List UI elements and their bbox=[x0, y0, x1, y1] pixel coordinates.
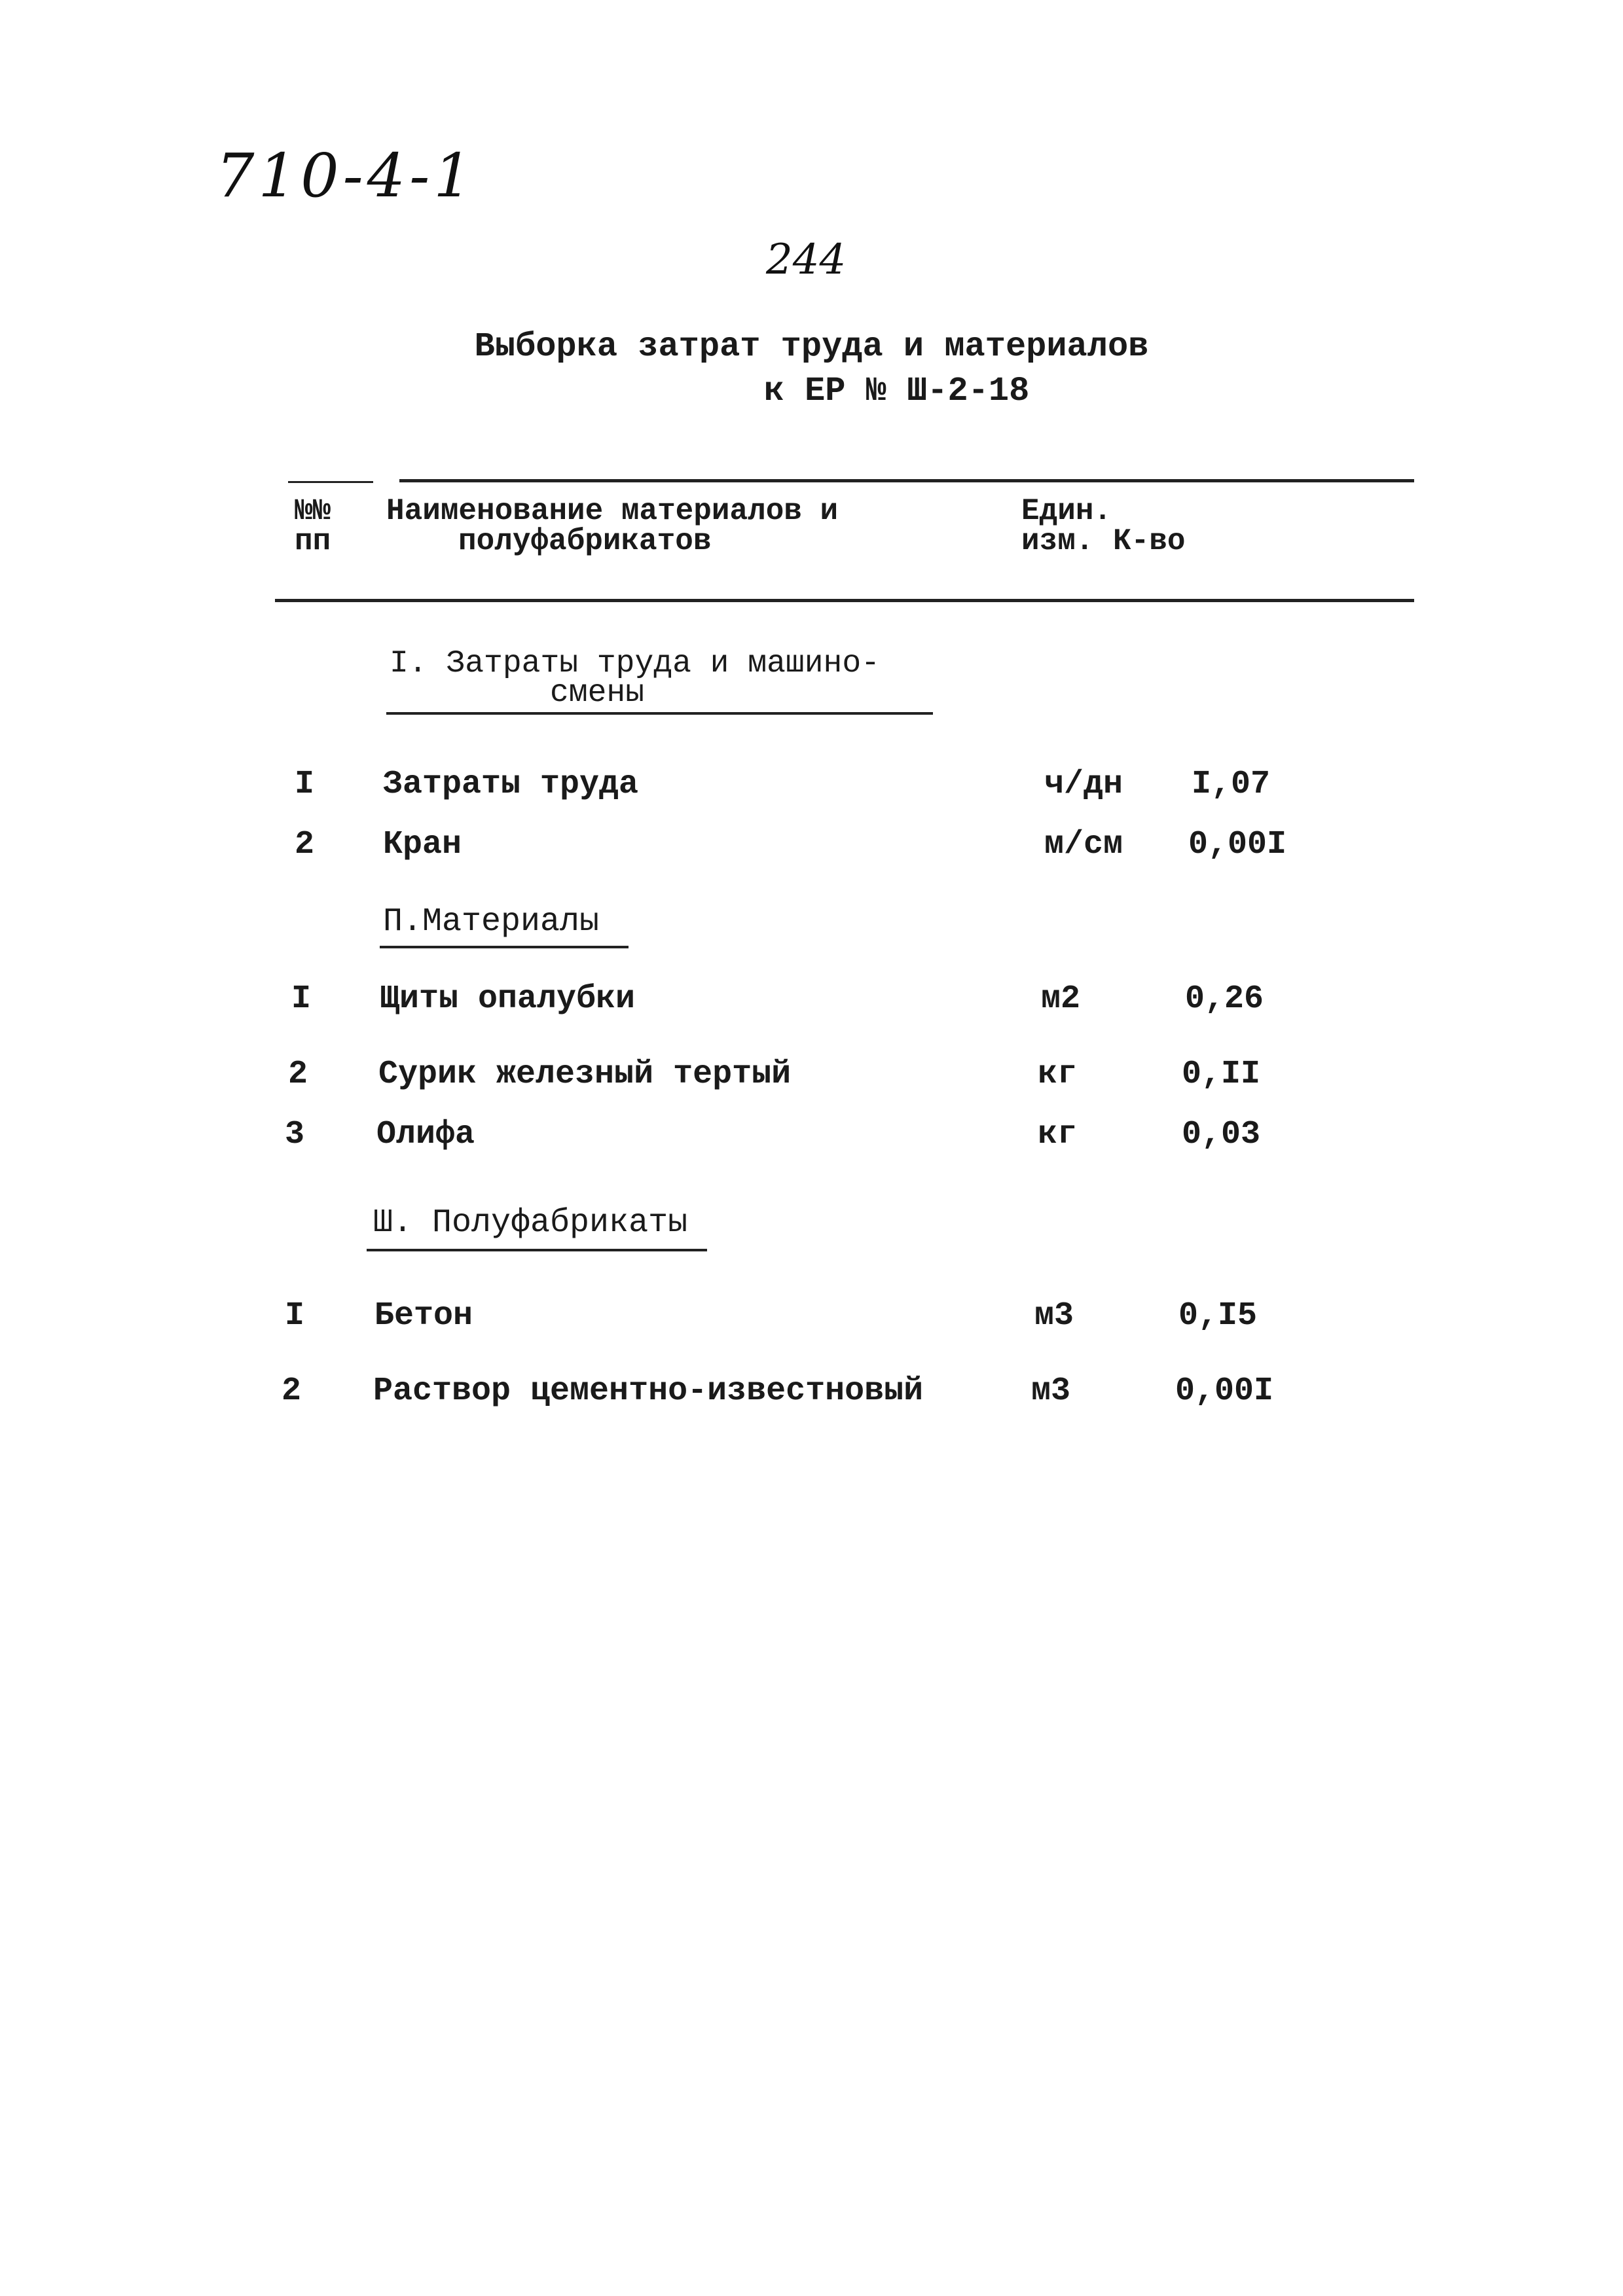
row-quantity: 0,00I bbox=[1175, 1372, 1274, 1410]
row-number: I bbox=[291, 980, 312, 1018]
section-title-materials: П.Материалы bbox=[383, 903, 600, 941]
row-unit: кг bbox=[1038, 1056, 1078, 1093]
row-quantity: I,07 bbox=[1192, 766, 1271, 803]
row-unit: м2 bbox=[1041, 980, 1081, 1018]
header-top-rule bbox=[399, 479, 1414, 482]
header-quantity: К-во bbox=[1113, 524, 1186, 558]
row-name: Раствор цементно-известновый bbox=[373, 1372, 924, 1410]
row-quantity: 0,II bbox=[1182, 1056, 1261, 1093]
row-quantity: 0,26 bbox=[1185, 980, 1264, 1018]
row-quantity: 0,I5 bbox=[1178, 1297, 1258, 1335]
section-underline-labor bbox=[386, 712, 933, 715]
row-name: Щиты опалубки bbox=[380, 980, 636, 1018]
row-quantity: 0,00I bbox=[1188, 826, 1287, 863]
section-underline-materials bbox=[380, 946, 629, 948]
row-unit: м3 bbox=[1034, 1297, 1074, 1335]
handwritten-document-code: 710-4-1 bbox=[216, 141, 476, 211]
row-number: 2 bbox=[295, 826, 315, 863]
row-name: Бетон bbox=[374, 1297, 473, 1335]
header-number-line2: пп bbox=[295, 524, 331, 558]
section-underline-semifinished bbox=[367, 1249, 707, 1251]
row-quantity: 0,03 bbox=[1182, 1116, 1261, 1153]
header-bottom-rule bbox=[275, 599, 1414, 602]
document-title: Выборка затрат труда и материалов bbox=[474, 327, 1149, 366]
row-number: 3 bbox=[285, 1116, 305, 1153]
header-top-rule-short bbox=[288, 481, 373, 483]
row-name: Олифа bbox=[376, 1116, 475, 1153]
row-number: I bbox=[285, 1297, 305, 1335]
document-subtitle: к ЕР № Ш-2-18 bbox=[763, 372, 1030, 410]
header-number-line1: №№ bbox=[295, 494, 331, 528]
header-unit-line2: изм. bbox=[1021, 524, 1094, 558]
row-number: 2 bbox=[282, 1372, 302, 1410]
row-name: Кран bbox=[383, 826, 462, 863]
row-unit: кг bbox=[1038, 1116, 1078, 1153]
row-number: I bbox=[295, 766, 315, 803]
section-title-labor: I. Затраты труда и машино- bbox=[390, 646, 880, 681]
header-unit-line1: Един. bbox=[1021, 494, 1112, 528]
row-unit: м/см bbox=[1044, 826, 1123, 863]
header-name-line2: полуфабрикатов bbox=[458, 524, 712, 558]
row-name: Затраты труда bbox=[383, 766, 639, 803]
row-name: Сурик железный тертый bbox=[378, 1056, 792, 1093]
handwritten-page-number: 244 bbox=[766, 236, 847, 284]
row-unit: м3 bbox=[1031, 1372, 1071, 1410]
header-name-line1: Наименование материалов и bbox=[386, 494, 839, 528]
section-title-labor-line2: смены bbox=[550, 675, 645, 711]
section-title-semifinished: Ш. Полуфабрикаты bbox=[373, 1204, 688, 1242]
row-number: 2 bbox=[288, 1056, 308, 1093]
row-unit: ч/дн bbox=[1044, 766, 1123, 803]
